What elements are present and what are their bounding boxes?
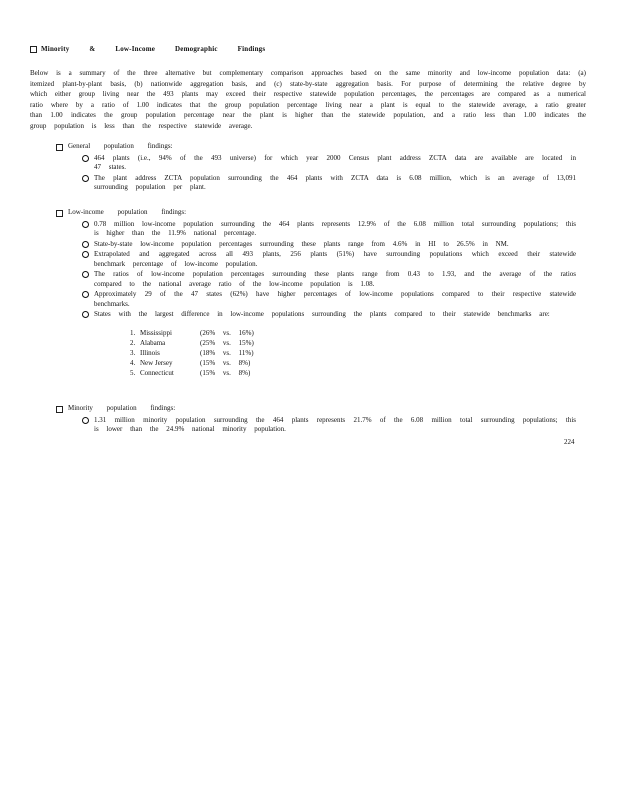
circle-bullet-icon bbox=[82, 175, 89, 182]
state-item: 3. Illinois (18% vs. 11%) bbox=[130, 348, 254, 357]
intro-paragraph: Below is a summary of the three alternative but complementary comparison approaches based on the same minority and low-income population data: (a) itemized plant-by-plant basis, (b) nationwide aggregation basis, and (c) state-by-state aggregation basis. For purpose of determining the relative degree by which either group living near the 493 plants may exceed their respective statewide population percentages, the percentages are compared as a numerical ratio where by a ratio of 1.00 indicates that the group population percentage living near a plant is equal to the statewide average, a ratio greater than 1.00 indicates the group population percentage near the plant is higher than the statewide population, and a ratio less than 1.00 indicates the group population is less than the respective statewide average. bbox=[30, 69, 586, 130]
general-population-section bbox=[56, 142, 576, 194]
circle-bullet-icon bbox=[82, 311, 89, 318]
list-item: Extrapolated and aggregated across all 493 plants, 256 plants (51%) have surrounding populations which exceed their statewide benchmark percentage of low-income population. bbox=[82, 250, 576, 269]
square-bullet-icon bbox=[30, 46, 37, 53]
list-item: 464 plants (i.e., 94% of the 493 universe) for which year 2000 Census plant address ZCTA data are available are located in 47 states. bbox=[82, 154, 576, 173]
list-item: States with the largest difference in low-income populations surrounding the plants compared to their statewide benchmarks are: bbox=[82, 310, 576, 320]
heading-text: Minority & Low-Income Demographic Findings bbox=[41, 45, 266, 53]
circle-bullet-icon bbox=[82, 291, 89, 298]
circle-bullet-icon bbox=[82, 241, 89, 248]
list-item: State-by-state low-income population percentages surrounding these plants range from 4.6% in HI to 26.5% in NM. bbox=[82, 240, 576, 250]
bullet-list bbox=[56, 220, 576, 320]
square-bullet-icon bbox=[56, 144, 63, 151]
minority-population-section bbox=[56, 404, 576, 436]
list-item: 1.31 million minority population surrounding the 464 plants represents 21.7% of the 6.08 million total surrounding populations; this is lower than the 24.9% national minority population. bbox=[82, 416, 576, 435]
section-title: Minority population findings: bbox=[56, 404, 576, 414]
state-item: 2. Alabama (25% vs. 15%) bbox=[130, 338, 254, 347]
list-item: The ratios of low-income population percentages surrounding these plants range from 0.43 to 1.93, and the average of the ratios compared to the national average ratio of the low-income population is 1.08. bbox=[82, 270, 576, 289]
circle-bullet-icon bbox=[82, 155, 89, 162]
section-title: Low-income population findings: bbox=[56, 208, 576, 218]
page-number: 224 bbox=[564, 438, 575, 446]
state-item: 4. New Jersey (15% vs. 8%) bbox=[130, 358, 251, 367]
circle-bullet-icon bbox=[82, 271, 89, 278]
list-item: The plant address ZCTA population surrounding the 464 plants with ZCTA data is 6.08 million, which is an average of 13,091 surrounding population per plant. bbox=[82, 174, 576, 193]
circle-bullet-icon bbox=[82, 417, 89, 424]
state-item: 5. Connecticut (15% vs. 8%) bbox=[130, 368, 251, 377]
list-item: 0.78 million low-income population surrounding the 464 plants represents 12.9% of the 6.08 million total surrounding populations; this is higher than the 11.9% national percentage. bbox=[82, 220, 576, 239]
circle-bullet-icon bbox=[82, 251, 89, 258]
list-item: Approximately 29 of the 47 states (62%) have higher percentages of low-income populations compared to their respective statewide benchmarks. bbox=[82, 290, 576, 309]
low-income-section bbox=[56, 208, 576, 378]
section-title: General population findings: bbox=[56, 142, 576, 152]
bullet-list bbox=[56, 154, 576, 193]
state-item: 1. Mississippi (26% vs. 16%) bbox=[130, 328, 254, 337]
circle-bullet-icon bbox=[82, 221, 89, 228]
square-bullet-icon bbox=[56, 210, 63, 217]
state-list bbox=[130, 328, 576, 378]
square-bullet-icon bbox=[56, 406, 63, 413]
section-heading bbox=[30, 45, 265, 53]
bullet-list bbox=[56, 416, 576, 435]
